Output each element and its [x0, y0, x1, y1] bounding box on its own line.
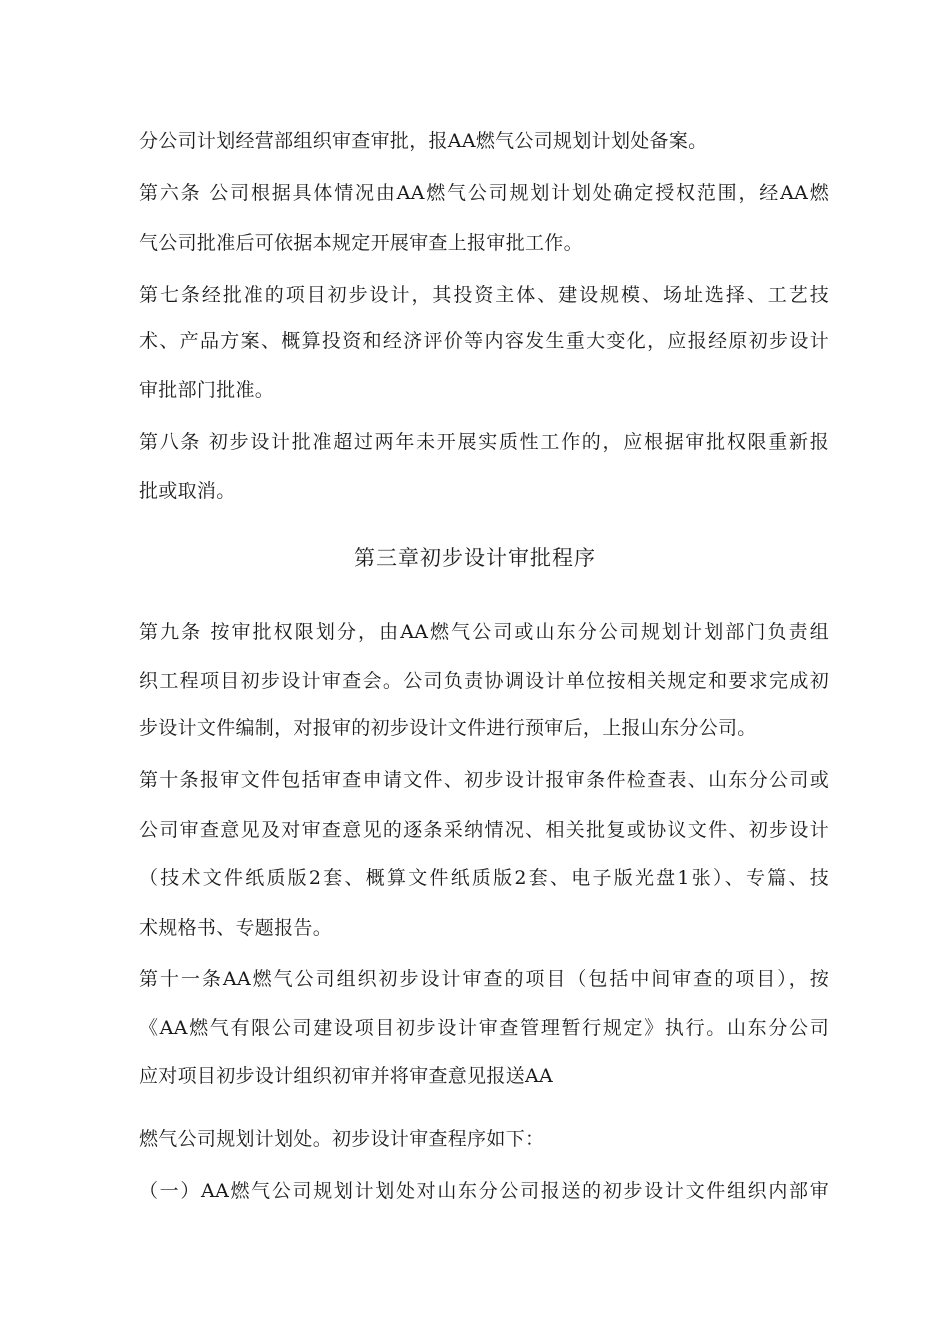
paragraph-line: （技术文件纸质版2套、概算文件纸质版2套、电子版光盘1张）、专篇、技	[139, 867, 829, 889]
paragraph-line: 批或取消。	[139, 480, 236, 502]
paragraph-line: 步设计文件编制，对报审的初步设计文件进行预审后，上报山东分公司。	[139, 717, 757, 739]
chapter-heading: 第三章初步设计审批程序	[354, 546, 596, 570]
article-9-line: 第九条 按审批权限划分，由AA燃气公司或山东分公司规划计划部门负责组	[139, 621, 829, 643]
paragraph-line: 审批部门批准。	[139, 379, 275, 401]
article-7-line: 第七条经批准的项目初步设计，其投资主体、建设规模、场址选择、工艺技	[139, 284, 829, 306]
paragraph-line: 公司审查意见及对审查意见的逐条采纳情况、相关批复或协议文件、初步设计	[139, 819, 829, 841]
paragraph-line: 织工程项目初步设计审查会。公司负责协调设计单位按相关规定和要求完成初	[139, 670, 829, 692]
article-10-line: 第十条报审文件包括审查申请文件、初步设计报审条件检查表、山东分公司或	[139, 769, 829, 791]
article-11-line: 第十一条AA燃气公司组织初步设计审查的项目（包括中间审查的项目），按	[139, 968, 829, 990]
paragraph-line: 气公司批准后可依据本规定开展审查上报审批工作。	[139, 232, 583, 254]
article-6-line: 第六条 公司根据具体情况由AA燃气公司规划计划处确定授权范围，经AA燃	[139, 182, 829, 204]
paragraph-line: 《AA燃气有限公司建设项目初步设计审查管理暂行规定》执行。山东分公司	[139, 1017, 829, 1039]
list-item-1-line: （一）AA燃气公司规划计划处对山东分公司报送的初步设计文件组织内部审	[139, 1180, 829, 1202]
paragraph-line: 应对项目初步设计组织初审并将审查意见报送AA	[139, 1065, 554, 1087]
paragraph-line: 燃气公司规划计划处。初步设计审查程序如下：	[139, 1128, 545, 1150]
paragraph-line: 术、产品方案、概算投资和经济评价等内容发生重大变化，应报经原初步设计	[139, 330, 829, 352]
paragraph-line: 术规格书、专题报告。	[139, 917, 333, 939]
paragraph-line: 分公司计划经营部组织审查审批，报AA燃气公司规划计划处备案。	[139, 130, 708, 152]
article-8-line: 第八条 初步设计批准超过两年未开展实质性工作的，应根据审批权限重新报	[139, 431, 829, 453]
